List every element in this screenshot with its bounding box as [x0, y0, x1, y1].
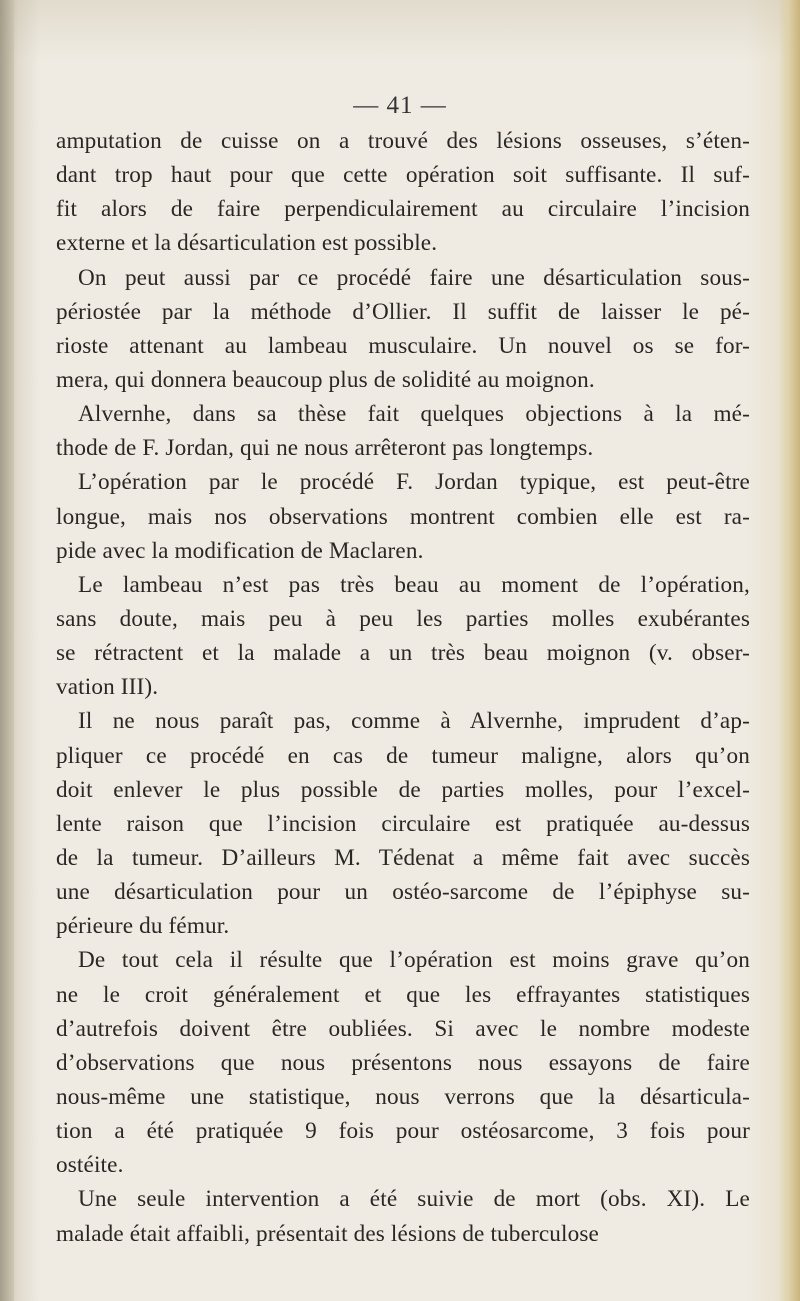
text-line: externe et la désarticulation est possible.: [56, 230, 438, 257]
text-line: malade était affaibli, présentait des lésions de tuberculose: [56, 1220, 599, 1247]
text-line: d’autrefois doivent être oubliées. Si avec le nombre modeste: [56, 1015, 750, 1042]
text-line: périeure du fémur.: [56, 913, 230, 940]
text-line: pliquer ce procédé en cas de tumeur maligne, alors qu’on: [56, 742, 750, 769]
text-line: doit enlever le plus possible de parties molles, pour l’excel-: [56, 776, 750, 803]
text-line: Une seule intervention a été suivie de mort (obs. XI). Le: [78, 1186, 750, 1213]
text-line: dant trop haut pour que cette opération soit suffisante. Il suf-: [56, 162, 750, 189]
text-line: ostéite.: [56, 1152, 124, 1179]
body-text: [56, 124, 750, 1251]
text-line: mera, qui donnera beaucoup plus de solidité au moignon.: [56, 366, 595, 393]
text-line: lente raison que l’incision circulaire est pratiquée au-dessus: [56, 810, 750, 837]
text-line: Le lambeau n’est pas très beau au moment de l’opération,: [78, 571, 750, 598]
text-line: fit alors de faire perpendiculairement au circulaire l’incision: [56, 196, 750, 223]
text-line: Alvernhe, dans sa thèse fait quelques objections à la mé-: [78, 401, 750, 428]
text-line: périostée par la méthode d’Ollier. Il suffit de laisser le pé-: [56, 298, 750, 325]
page-left-edge: [0, 0, 14, 1301]
text-line: De tout cela il résulte que l’opération est moins grave qu’on: [78, 947, 750, 974]
text-line: ne le croit généralement et que les effrayantes statistiques: [56, 981, 750, 1008]
text-line: thode de F. Jordan, qui ne nous arrêteront pas longtemps.: [56, 435, 594, 462]
text-line: nous-même une statistique, nous verrons que la désarticula-: [56, 1083, 750, 1110]
text-line: sans doute, mais peu à peu les parties molles exubérantes: [56, 605, 750, 632]
text-line: Il ne nous paraît pas, comme à Alvernhe, imprudent d’ap-: [78, 708, 750, 735]
page-right-edge: [780, 0, 800, 1301]
text-line: se rétractent et la malade a un très beau moignon (v. obser-: [56, 640, 750, 667]
text-line: tion a été pratiquée 9 fois pour ostéosarcome, 3 fois pour: [56, 1118, 750, 1145]
text-line: pide avec la modification de Maclaren.: [56, 537, 424, 564]
text-line: amputation de cuisse on a trouvé des lésions osseuses, s’éten-: [56, 128, 750, 154]
text-line: vation III).: [56, 674, 159, 701]
text-line: On peut aussi par ce procédé faire une désarticulation sous-: [78, 264, 750, 291]
text-line: rioste attenant au lambeau musculaire. Un nouvel os se for-: [56, 332, 750, 359]
text-line: de la tumeur. D’ailleurs M. Tédenat a même fait avec succès: [56, 844, 750, 871]
text-line: une désarticulation pour un ostéo-sarcome de l’épiphyse su-: [56, 879, 750, 906]
page-number: — 41 —: [353, 92, 447, 119]
text-line: d’observations que nous présentons nous essayons de faire: [56, 1049, 750, 1076]
text-line: longue, mais nos observations montrent combien elle est ra-: [56, 503, 750, 530]
text-line: L’opération par le procédé F. Jordan typique, est peut-être: [78, 469, 750, 496]
